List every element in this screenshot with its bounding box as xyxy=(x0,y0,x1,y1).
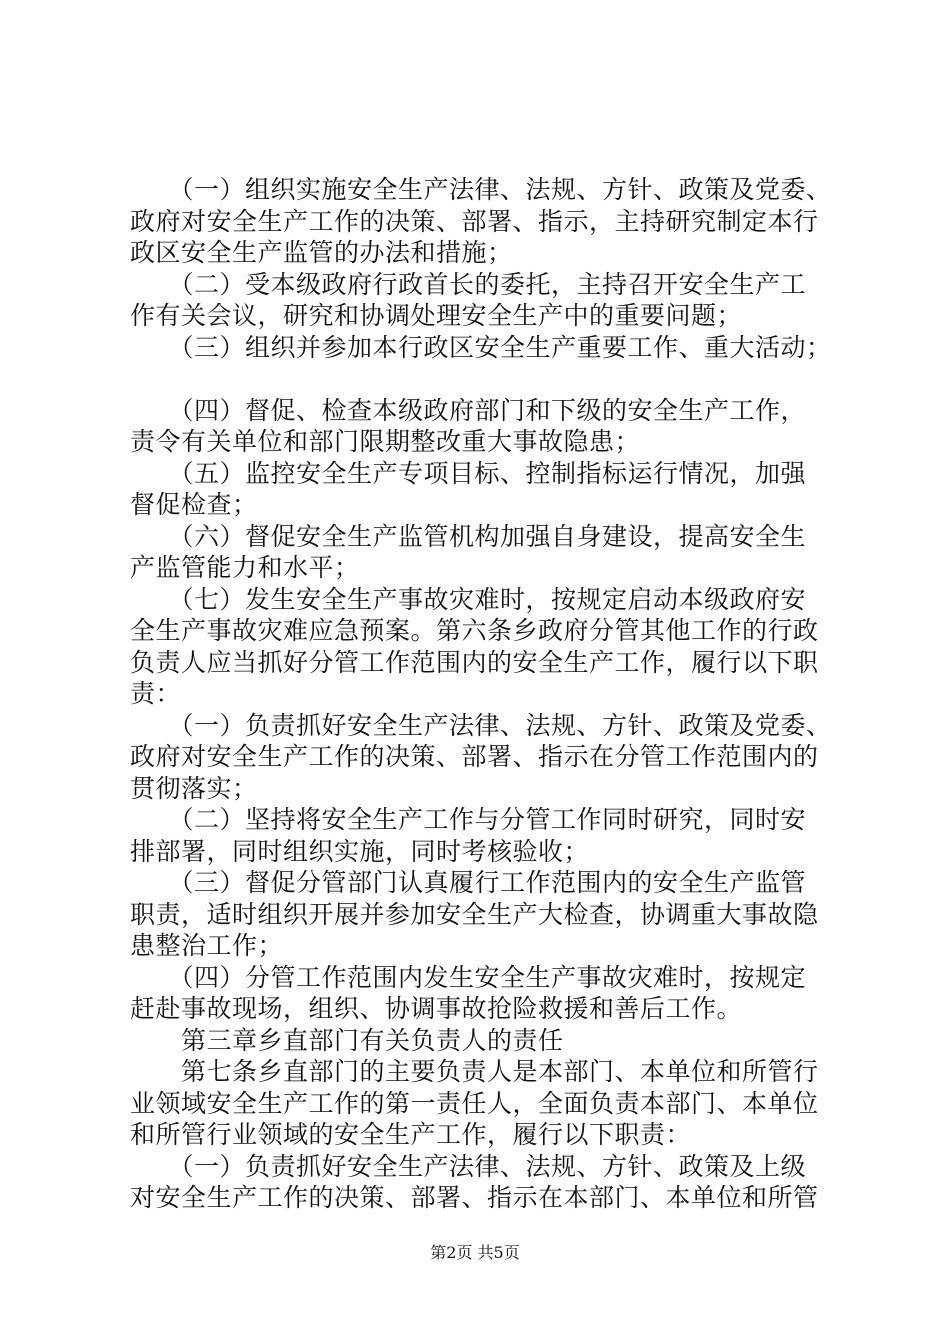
document-body xyxy=(130,174,835,1214)
text-line: 第三章乡直部门有关负责人的责任 xyxy=(130,1025,564,1055)
text-line: （一）负责抓好安全生产法律、法规、方针、政策及上级 xyxy=(130,1151,807,1181)
text-line: （四）分管工作范围内发生安全生产事故灾难时，按规定 xyxy=(130,962,807,992)
text-line: 政区安全生产监管的办法和措施； xyxy=(130,238,513,267)
text-line: 患整治工作； xyxy=(130,931,284,960)
text-line: 全生产事故灾难应急预案。第六条乡政府分管其他工作的行政 xyxy=(130,616,819,645)
text-line: 作有关会议，研究和协调处理安全生产中的重要问题； xyxy=(130,301,743,330)
text-line: （三）组织并参加本行政区安全生产重要工作、重大活动； xyxy=(130,332,832,362)
text-line: 产监管能力和水平； xyxy=(130,553,360,582)
text-line: 业领域安全生产工作的第一责任人，全面负责本部门、本单位 xyxy=(130,1088,819,1118)
text-line: （七）发生安全生产事故灾难时，按规定启动本级政府安 xyxy=(130,584,807,614)
text-line: 第七条乡直部门的主要负责人是本部门、本单位和所管行 xyxy=(130,1057,819,1086)
text-line: 政府对安全生产工作的决策、部署、指示在分管工作范围内的 xyxy=(130,742,819,771)
text-line: （二）受本级政府行政首长的委托，主持召开安全生产工 xyxy=(130,269,807,299)
text-line: （二）坚持将安全生产工作与分管工作同时研究，同时安 xyxy=(130,805,807,834)
text-line: （六）督促安全生产监管机构加强自身建设，提高安全生 xyxy=(130,521,807,551)
text-line: （五）监控安全生产专项目标、控制指标运行情况，加强 xyxy=(130,458,807,488)
text-line: 责： xyxy=(130,679,182,708)
text-line: （三）督促分管部门认真履行工作范围内的安全生产监管 xyxy=(130,868,807,897)
text-line: 政府对安全生产工作的决策、部署、指示，主持研究制定本行 xyxy=(130,206,819,236)
text-line: 和所管行业领域的安全生产工作，履行以下职责： xyxy=(130,1120,692,1149)
text-line: 贯彻落实； xyxy=(130,773,258,803)
text-line: （一）负责抓好安全生产法律、法规、方针、政策及党委、 xyxy=(130,710,832,740)
blank-line xyxy=(130,363,835,395)
page-footer: 第2页 共5页 xyxy=(430,1243,520,1262)
text-line: 对安全生产工作的决策、部署、指示在本部门、本单位和所管 xyxy=(130,1183,819,1212)
text-line: 督促检查； xyxy=(130,490,258,519)
text-line: 职责，适时组织开展并参加安全生产大检查，协调重大事故隐 xyxy=(130,899,819,929)
text-line: （四）督促、检查本级政府部门和下级的安全生产工作， xyxy=(130,395,807,425)
text-line: 责令有关单位和部门限期整改重大事故隐患； xyxy=(130,427,641,456)
text-line: 排部署，同时组织实施，同时考核验收； xyxy=(130,836,590,866)
text-line: （一）组织实施安全生产法律、法规、方针、政策及党委、 xyxy=(130,175,832,204)
text-line: 负责人应当抓好分管工作范围内的安全生产工作，履行以下职 xyxy=(130,647,819,677)
text-line: 赶赴事故现场，组织、协调事故抢险救援和善后工作。 xyxy=(130,994,743,1023)
